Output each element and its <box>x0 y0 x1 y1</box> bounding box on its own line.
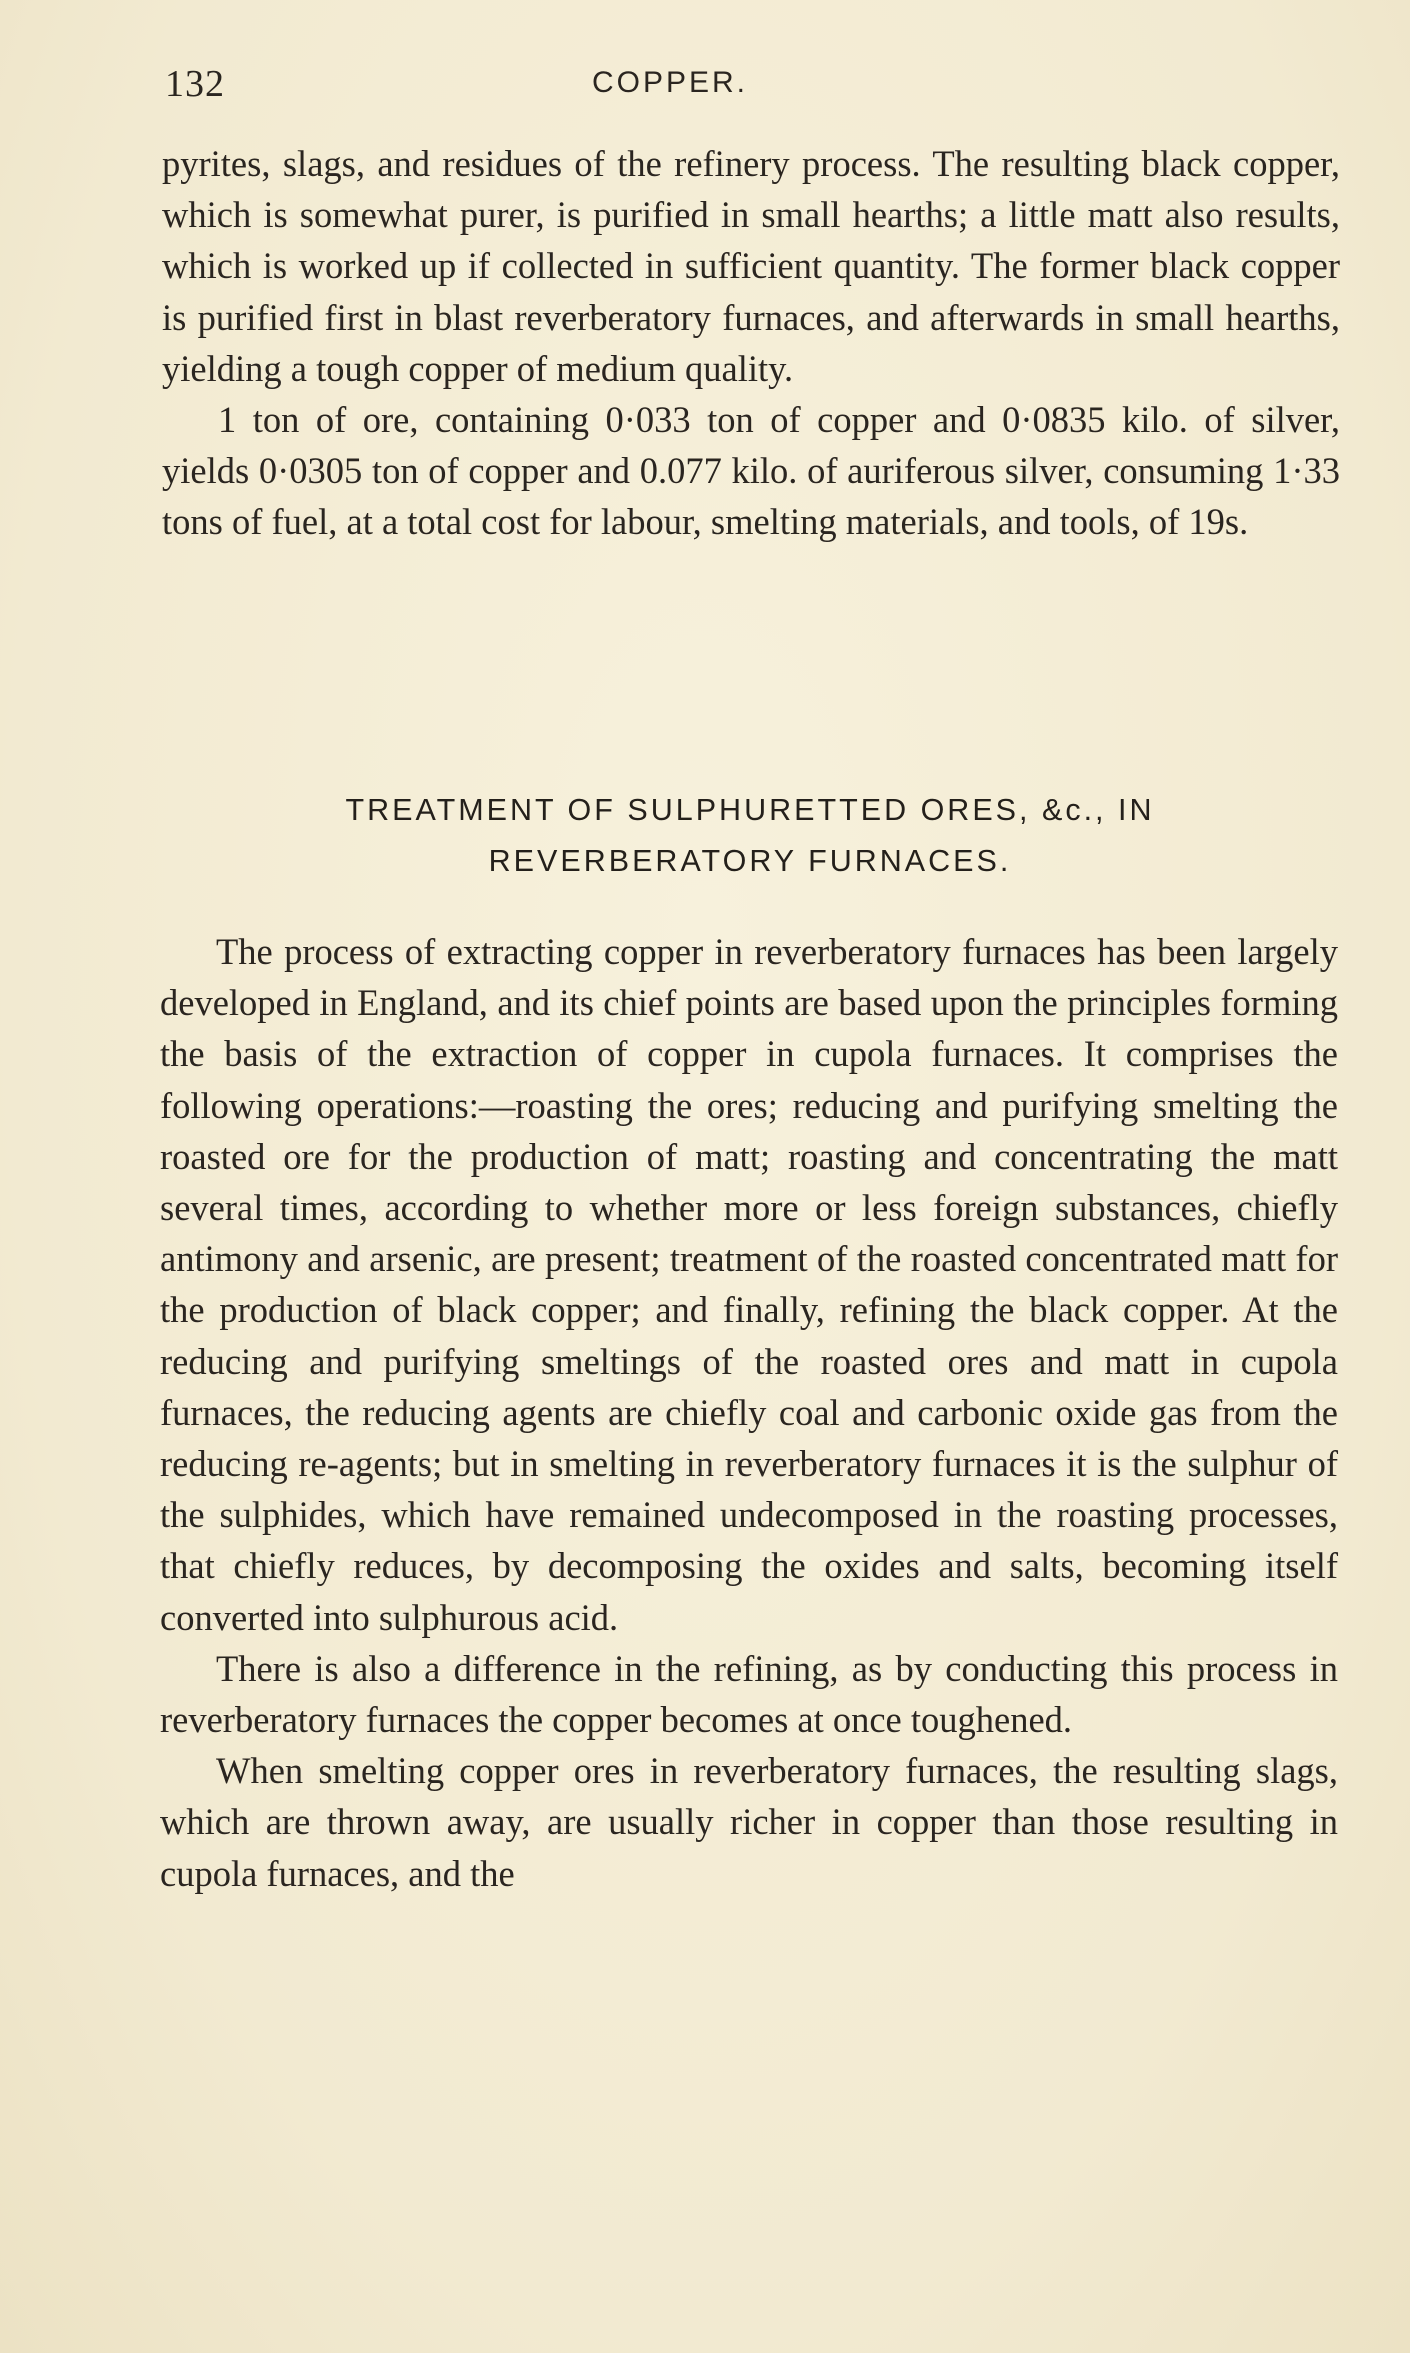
running-head <box>165 62 1335 112</box>
section-heading-line-2: REVERBERATORY FURNACES. <box>488 844 1012 878</box>
section-heading <box>160 785 1340 887</box>
paragraph-refinery-continuation: pyrites, slags, and residues of the refinery process. The resulting black copper, which is somewhat purer, is purified in small hearths; a little matt also results, which is worked up if collected in sufficient quantity. The former black copper is purified first in blast reverberatory furnaces, and afterwards in small hearths, yielding a tough copper of medium quality. <box>162 143 1340 389</box>
paragraph-refining-difference: There is also a difference in the refining, as by conducting this process in reverberatory furnaces the copper becomes at once toughened. <box>160 1647 1338 1741</box>
paragraph-slags: When smelting copper ores in reverberatory furnaces, the resulting slags, which are thrown away, are usually richer in copper than those resulting in cupola furnaces, and the <box>160 1750 1338 1894</box>
paragraph-process-overview: The process of extracting copper in reverberatory furnaces has been largely developed in England, and its chief points are based upon the principles forming the basis of the extraction of copper in cupola furnaces. It comprises the following operations:—roasting the ores; reducing and purifying smelting the roasted ore for the production of matt; roasting and concentrating the matt several times, according to whether more or less foreign substances, chiefly antimony and arsenic, are present; treatment of the roasted concentrated matt for the production of black copper; and finally, refining the black copper. At the reducing and purifying smeltings of the roasted ores and matt in cupola furnaces, the reducing agents are chiefly coal and carbonic oxide gas from the reducing re-agents; but in smelting in reverberatory furnaces it is the sulphur of the sulphides, which have remained undecomposed in the roasting processes, that chiefly reduces, by decomposing the oxides and salts, becoming itself converted into sulphurous acid. <box>160 931 1338 1638</box>
intro-text-block <box>162 138 1340 548</box>
paragraph-ore-yield: 1 ton of ore, containing 0·033 ton of copper and 0·0835 kilo. of silver, yields 0·0305 ton of copper and 0.077 kilo. of auriferous silver, consuming 1·33 tons of fuel, at a total cost for labour, smelting materials, and tools, of 19s. <box>162 399 1340 543</box>
section-heading-line-1: TREATMENT OF SULPHURETTED ORES, &c., IN <box>345 793 1155 827</box>
running-title: COPPER. <box>591 66 749 99</box>
section-text-block <box>160 926 1338 1899</box>
page-number: 132 <box>165 63 225 105</box>
